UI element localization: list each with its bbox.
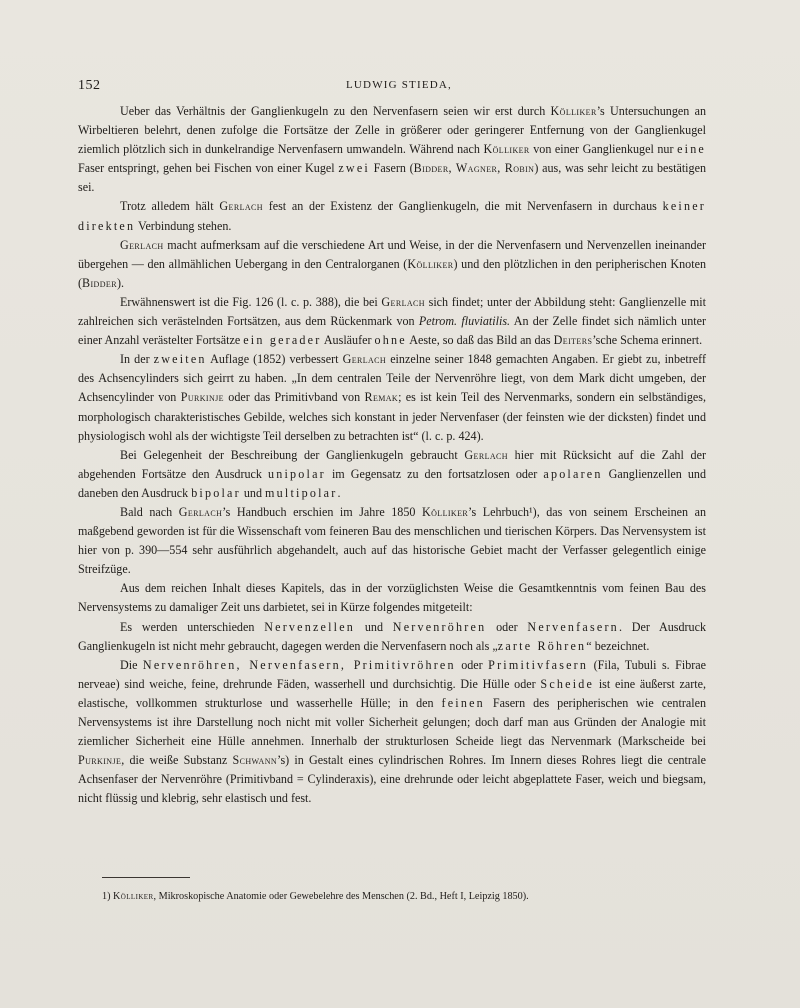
- text: hier mit Rücksicht auf die Zahl der abgehenden Fortsätze den Ausdruck: [78, 447, 706, 481]
- spaced-emphasis: Scheide: [540, 676, 595, 691]
- author-name: Schwann: [232, 753, 278, 768]
- paragraph-6: [78, 446, 706, 503]
- paragraph-10: [78, 656, 706, 809]
- text: Erwähnenswert ist die Fig. 126 (l. c. p. 388), die bei: [120, 294, 378, 309]
- paragraph-3: [78, 236, 706, 293]
- author-name: Kölliker: [483, 142, 530, 157]
- text: und: [364, 619, 383, 634]
- author-name: Gerlach: [464, 447, 508, 462]
- running-head: LUDWIG STIEDA,: [345, 79, 452, 91]
- text: ’sche Schema erinnert.: [592, 333, 703, 348]
- text: einzelne seiner 1848 gemachten Angaben. Er giebt zu, inbetreff des Achsencylinders sich geirrt zu haben. „In dem centralen Teile der Nervenröhre liegt, von dem Mark dicht umgeben, der Achsencylinder von: [78, 352, 706, 405]
- text: Es werden unterschieden: [120, 619, 255, 634]
- author-name: Gerlach: [219, 199, 263, 214]
- paragraph-2: [78, 197, 706, 235]
- paragraph-7: [78, 503, 706, 579]
- text: im Gegensatz zu den fortsatzlosen oder: [331, 466, 538, 481]
- text: fest an der Existenz der Ganglienkugeln, die mit Nervenfasern in durchaus: [268, 199, 657, 214]
- body-text: [78, 102, 706, 808]
- text: sich findet; unter der Abbildung steht: Ganglienzelle mit zahlreichen sich verästelnden Fortsätzen, aus dem Rückenmark von: [78, 294, 706, 329]
- spaced-emphasis: ohne: [374, 333, 407, 348]
- text: Ausläufer: [323, 333, 372, 348]
- text: ) und den plötzlichen in den peripherischen Knoten (: [78, 256, 706, 290]
- text: .: [337, 485, 341, 500]
- spaced-emphasis: zarte Röhren: [497, 638, 587, 653]
- text: macht aufmerksam auf die verschiedene Art und Weise, in der die Nervenfasern und Nervenzellen ineinander übergehen — den allmählichen Uebergang in den Centralorganen (: [78, 237, 706, 271]
- spaced-emphasis: apolaren: [543, 466, 603, 481]
- text: ) aus, was sehr leicht zu bestätigen sei.: [78, 161, 707, 195]
- text: (Fila, Tubuli s. Fibrae nerveae) sind weiche, feine, drehrunde Fäden, wasserhell und durchsichtig. Die Hülle oder: [78, 657, 707, 691]
- text: Die: [120, 657, 138, 672]
- author-name: Purkinje: [78, 753, 122, 768]
- text: “ bezeichnet.: [586, 638, 650, 653]
- species-name: Petrom. fluviatilis.: [418, 314, 511, 329]
- spaced-emphasis: Nervenzellen: [264, 619, 356, 634]
- spaced-emphasis: keiner direkten: [78, 199, 707, 233]
- text: , die weiße Substanz: [121, 753, 228, 768]
- footnote-text: , Mikroskopische Anatomie oder Gewebelehre des Menschen (2. Bd., Heft I, Leipzig 1850).: [153, 891, 529, 902]
- author-name: Gerlach: [342, 352, 387, 367]
- footnote: [102, 890, 706, 904]
- footnote-marker: 1): [102, 891, 111, 902]
- text: Bald nach: [120, 504, 173, 519]
- author-name: Gerlach: [120, 237, 164, 252]
- paragraph-1: [78, 102, 706, 197]
- text: Verbindung stehen.: [138, 218, 232, 233]
- text: oder: [496, 619, 518, 634]
- text: . Der Ausdruck Ganglienkugeln ist nicht mehr gebraucht, dagegen werden die Nervenfasern noch als „: [78, 619, 706, 653]
- text: ; es ist kein Teil des Nervenmarks, sondern ein selbständiges, morphologisch charakteristisches Gebilde, welches sich konstant in jeder Nervenfaser (der feinsten wie der dicksten) findet und physiologisch wohl als der wichtigste Teil derselben zu betrachten ist“ (l. c. p. 424).: [78, 390, 706, 443]
- text: Faser entspringt, gehen bei Fischen von einer Kugel: [78, 161, 335, 176]
- spaced-emphasis: Nervenröhren, Nervenfasern, Primitivröhren: [142, 657, 456, 672]
- text: Ueber das Verhältnis der Ganglienkugeln zu den Nervenfasern seien wir erst durch: [120, 104, 546, 118]
- text: ist eine äußerst zarte, elastische, vollkommen strukturlose und wasserhelle Hülle; in den: [78, 676, 706, 710]
- author-name: Deiters: [553, 333, 593, 348]
- author-name: Kölliker: [407, 256, 454, 271]
- text: Bei Gelegenheit der Beschreibung der Ganglienkugeln gebraucht: [120, 447, 458, 462]
- author-name: Gerlach: [381, 294, 425, 309]
- author-name: Gerlach: [178, 504, 223, 519]
- text: oder: [461, 657, 483, 672]
- text: An der Zelle findet sich nämlich unter einer Anzahl verästelter Fortsätze: [78, 314, 707, 348]
- author-name: Purkinje: [180, 390, 224, 405]
- text: Aeste, so daß das Bild an das: [409, 333, 551, 348]
- text: und: [243, 485, 263, 500]
- spaced-emphasis: Nervenröhren: [392, 619, 487, 634]
- text: von einer Ganglienkugel nur: [533, 142, 674, 157]
- text: Ganglienzellen und daneben den Ausdruck: [78, 466, 707, 500]
- paragraph-8: [78, 579, 706, 617]
- paragraph-5: [78, 350, 706, 445]
- text: Trotz alledem hält: [120, 199, 214, 214]
- author-name: Bidder, Wagner, Robin: [413, 161, 535, 176]
- text: ’s Lehrbuch¹), das von seinem Erscheinen an maßgebend geworden ist für die Wissenschaft vom feineren Bau des menschlichen und tierischen Körpers. Das Nervensystem ist hier von p. 390—554 sehr ausführlich abgehandelt, auch auf das historische Gebiet macht der Verfasser gelegentlich einige Streifzüge.: [78, 504, 706, 577]
- page-number: 152: [78, 78, 101, 93]
- author-name: Bidder: [82, 275, 117, 290]
- footnote-rule: [102, 877, 190, 878]
- text: Auflage (1852) verbessert: [210, 352, 339, 367]
- text: Fasern (: [373, 161, 414, 176]
- text: ’s) in Gestalt eines cylindrischen Rohres. Im Innern dieses Rohres liegt die centrale Achsenfaser der Nervenröhre (Primitivband = Cylinderaxis), eine drehrunde oder leicht abgeplattete Faser, weich und biegsam, nicht flüssig und klebrig, sehr elastisch und fest.: [78, 753, 706, 806]
- author-name: Kölliker: [113, 891, 154, 902]
- spaced-emphasis: Primitivfasern: [488, 657, 589, 672]
- text: ).: [116, 275, 125, 290]
- author-name: Kölliker: [550, 104, 597, 118]
- text: oder das Primitivband von: [228, 390, 361, 405]
- author-name: Remak: [364, 390, 399, 405]
- text: In der: [120, 352, 150, 367]
- spaced-emphasis: multipolar: [265, 485, 338, 500]
- spaced-emphasis: feinen: [441, 695, 485, 710]
- spaced-emphasis: ein gerader: [243, 333, 322, 348]
- author-name: Kölliker: [421, 504, 469, 519]
- paragraph-4: [78, 293, 706, 350]
- spaced-emphasis: unipolar: [268, 466, 326, 481]
- spaced-emphasis: zwei: [338, 161, 370, 176]
- spaced-emphasis: zweiten: [153, 352, 207, 367]
- spaced-emphasis: eine: [677, 142, 707, 157]
- text: ’s Untersuchungen an Wirbeltieren belehrt, denen zufolge die Fortsätze der Zelle in größerer oder geringerer Entfernung von der Ganglienkugel ziemlich plötzlich sich in dunkelrandige Nervenfasern umwandeln. Während nach: [78, 104, 706, 157]
- text: Fasern des peripherischen wie centralen Nervensystems ist ihre Darstellung noch nicht mit voller Sicherheit gelungen; doch darf man aus Gründen der Analogie mit ziemlicher Sicherheit eine Hülle annehmen. Innerhalb der strukturlosen Scheide liegt das Nervenmark (Markscheide bei: [78, 695, 707, 749]
- text: ’s Handbuch erschien im Jahre 1850: [222, 504, 416, 519]
- spaced-emphasis: bipolar: [191, 485, 241, 500]
- text: Aus dem reichen Inhalt dieses Kapitels, das in der vorzüglichsten Weise die Gesamtkenntnis vom feinen Bau des Nervensystems zu damaliger Zeit uns darbietet, sei in Kürze folgendes mitgeteilt:: [78, 581, 706, 615]
- paragraph-9: [78, 618, 706, 656]
- spaced-emphasis: Nervenfasern: [527, 619, 619, 634]
- page-header: [78, 78, 720, 98]
